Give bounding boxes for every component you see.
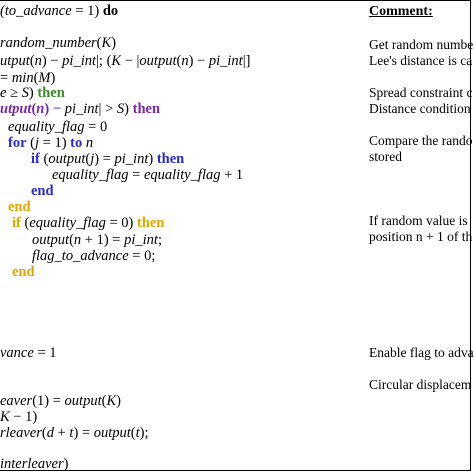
code-token: |]	[242, 53, 251, 69]
code-token: = 1)	[39, 135, 71, 151]
comment-text: Compare the rando	[369, 133, 473, 148]
code-token: for	[8, 135, 27, 151]
code-line	[31, 183, 54, 199]
code-token: =	[0, 70, 12, 86]
code-token: n	[73, 232, 82, 248]
code-token: utput	[0, 53, 30, 69]
code-token: equality_flag	[52, 167, 129, 183]
code-line	[0, 393, 121, 409]
code-line	[0, 35, 116, 51]
code-token: ) −	[44, 101, 65, 117]
code-token: K	[0, 409, 10, 425]
code-token: n	[36, 101, 45, 117]
code-token: = 0;	[128, 248, 156, 264]
code-token: j	[90, 151, 95, 167]
code-token: pi_int	[208, 53, 243, 69]
code-token: end	[8, 199, 31, 215]
code-token: ) =	[94, 151, 115, 167]
code-token: min	[11, 70, 34, 86]
code-line	[0, 70, 55, 86]
code-token: (	[85, 151, 91, 167]
comment-text: Lee's distance is ca	[369, 53, 473, 68]
code-token: = 0)	[105, 215, 137, 231]
code-line	[52, 167, 243, 183]
code-line	[8, 119, 107, 135]
code-token: then	[37, 85, 65, 101]
code-token: |; (	[96, 53, 112, 69]
code-token: (	[41, 425, 47, 441]
code-token: )	[124, 101, 133, 117]
code-line	[0, 53, 250, 69]
code-token: (	[33, 70, 39, 86]
code-token: +	[53, 425, 70, 441]
code-token: ;	[157, 232, 162, 248]
code-token: to	[70, 135, 83, 151]
code-token: (	[26, 135, 35, 151]
comment-text: Distance condition	[369, 101, 471, 116]
code-token: S	[116, 101, 125, 117]
code-token: );	[139, 425, 149, 441]
code-line	[0, 3, 118, 19]
code-token: d	[46, 425, 54, 441]
code-token: then	[156, 151, 185, 167]
code-token: =	[128, 167, 144, 183]
comment-text: stored	[369, 149, 402, 164]
code-token: (	[0, 3, 5, 19]
code-line	[12, 215, 164, 231]
code-token: ) −	[188, 53, 209, 69]
comment-text: Circular displacem	[369, 377, 472, 392]
code-token: K	[106, 393, 117, 409]
code-token: + 1	[220, 167, 244, 183]
comment-text: If random value is	[369, 213, 468, 228]
code-token: ≥	[6, 85, 22, 101]
code-line	[8, 135, 93, 151]
code-token: equality_flag	[29, 215, 106, 231]
code-line	[32, 232, 162, 248]
code-token: output	[139, 53, 177, 69]
code-token: = 1)	[71, 3, 103, 19]
code-token: ) −	[41, 53, 63, 69]
code-token: utput	[0, 101, 32, 117]
code-line	[8, 199, 31, 215]
code-token: pi_int	[62, 53, 97, 69]
code-token: )	[111, 35, 117, 51]
code-token: + 1) =	[81, 232, 125, 248]
code-line	[0, 425, 149, 441]
code-token: (	[29, 53, 35, 69]
code-token: output	[93, 425, 131, 441]
code-token: )	[28, 85, 38, 101]
code-token: S	[21, 85, 29, 101]
code-token: pi_int	[124, 232, 158, 248]
code-token: − |	[121, 53, 140, 69]
code-token: t	[69, 425, 74, 441]
code-token: end	[12, 264, 35, 280]
code-token: ) =	[73, 425, 94, 441]
code-line	[32, 248, 155, 264]
code-token: then	[136, 215, 165, 231]
code-token: n	[34, 53, 42, 69]
code-token: )	[50, 70, 56, 86]
comment-text: Enable flag to adva	[369, 345, 474, 360]
code-token: rleaver	[0, 425, 42, 441]
code-line	[0, 409, 37, 425]
code-token: n	[181, 53, 189, 69]
code-token: output	[32, 232, 70, 248]
code-token: M	[38, 70, 51, 86]
code-token: vance	[0, 345, 34, 361]
comment-text: Get random numbe	[369, 37, 474, 52]
code-token: (	[130, 425, 136, 441]
code-token: t	[135, 425, 140, 441]
code-token: (	[96, 35, 102, 51]
code-line	[31, 151, 184, 167]
code-token: (	[176, 53, 182, 69]
code-token: eaver	[0, 393, 33, 409]
code-token: do	[102, 3, 119, 19]
code-token: (	[101, 393, 107, 409]
code-token: (1) =	[32, 393, 65, 409]
code-token: K	[101, 35, 112, 51]
code-token: if	[31, 151, 40, 167]
code-token: equality_flag	[143, 167, 221, 183]
code-token: | >	[98, 101, 117, 117]
code-token: )	[63, 456, 69, 472]
code-token: = 0	[84, 119, 108, 135]
code-token: if	[12, 215, 21, 231]
code-line	[0, 85, 65, 101]
code-line	[0, 101, 160, 117]
code-token: flag_to_advance	[32, 248, 129, 264]
code-token: output	[48, 151, 86, 167]
code-token: to_advance	[4, 3, 72, 19]
code-token: j	[34, 135, 40, 151]
code-token: − 1)	[9, 409, 38, 425]
code-token: (	[31, 101, 37, 117]
code-token: n	[85, 135, 94, 151]
code-line	[12, 264, 35, 280]
code-token: )	[116, 393, 121, 409]
comment-header: Comment:	[369, 4, 433, 19]
code-token: (	[20, 215, 30, 231]
code-token: output	[64, 393, 102, 409]
comment-text: position n + 1 of th	[369, 229, 473, 244]
code-token: K	[111, 53, 122, 69]
code-token: (	[39, 151, 49, 167]
code-token: then	[132, 101, 161, 117]
code-token: pi_int	[64, 101, 99, 117]
code-token: = 1	[33, 345, 57, 361]
code-line	[0, 456, 68, 472]
code-token: e	[0, 85, 7, 101]
code-token: pi_int	[114, 151, 149, 167]
code-token: interleaver	[0, 456, 64, 472]
code-token: equality_flag	[8, 119, 85, 135]
code-token: )	[148, 151, 157, 167]
comment-text: Spread constraint c	[369, 85, 473, 100]
code-token: end	[31, 183, 54, 199]
code-token: random_number	[0, 35, 97, 51]
code-line	[0, 345, 57, 361]
code-token: (	[69, 232, 74, 248]
